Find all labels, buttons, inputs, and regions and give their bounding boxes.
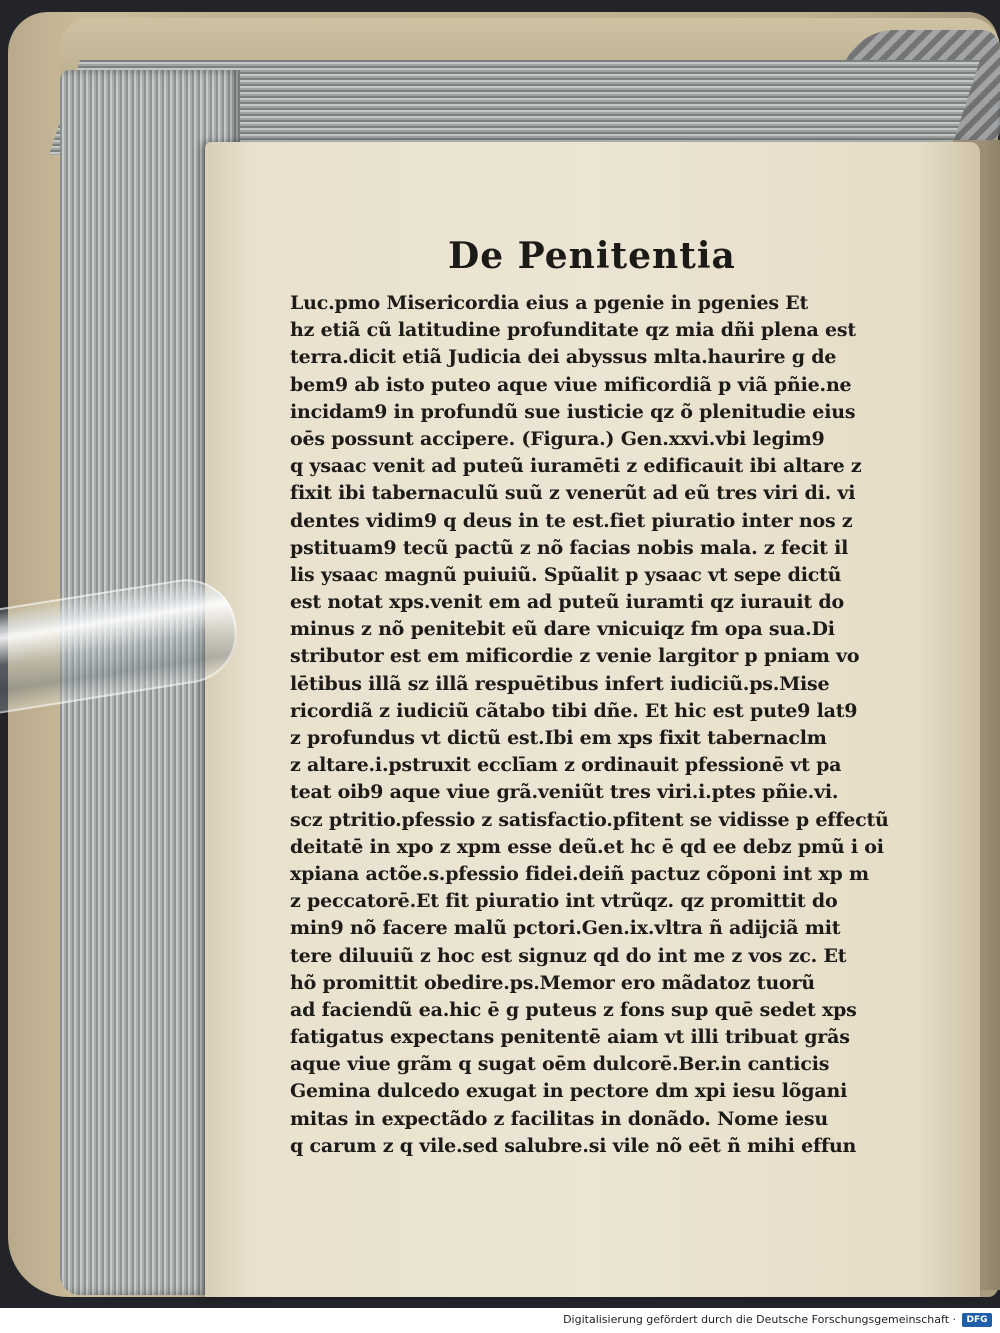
text-line: terra.dicit etiã Judicia dei abyssus mlta.haurire g de bbox=[290, 346, 837, 369]
text-line: hõ promittit obedire.ps.Memor ero mãdatoz tuorũ bbox=[290, 971, 815, 994]
text-line: Gemina dulcedo exugat in pectore dm xpi iesu lõgani bbox=[290, 1080, 848, 1103]
text-line: z altare.i.pstruxit ecclīam z ordinauit pfessionē vt pa bbox=[290, 754, 842, 777]
footer-bar bbox=[0, 1308, 1000, 1333]
text-line: min9 nõ facere malũ pctori.Gen.ix.vltra ñ adijciã mit bbox=[290, 917, 841, 940]
text-line: dentes vidim9 q deus in te est.fiet piuratio inter nos z bbox=[290, 509, 853, 532]
text-line: ricordiã z iudiciũ cãtabo tibi dñe. Et hic est pute9 lat9 bbox=[290, 699, 858, 722]
text-line: aque viue grãm q sugat oēm dulcorē.Ber.in canticis bbox=[290, 1053, 830, 1076]
funding-credit: Digitalisierung gefördert durch die Deutsche Forschungsgemeinschaft · bbox=[563, 1313, 956, 1326]
text-line: z profundus vt dictũ est.Ibi em xps fixit tabernaclm bbox=[290, 727, 827, 749]
text-line: bem9 ab isto puteo aque viue mificordiã p viã pñie.ne bbox=[290, 373, 852, 396]
text-line: Luc.pmo Misericordia eius a pgenie in pgenies Et bbox=[290, 292, 809, 314]
text-block bbox=[290, 290, 910, 1160]
text-line: teat oib9 aque viue grã.veniũt tres viri.i.ptes pñie.vi. bbox=[290, 781, 839, 804]
text-line: tere diluuiũ z hoc est signuz qd do int me z vos zc. Et bbox=[290, 944, 847, 967]
text-line: mitas in expectãdo z facilitas in donãdo. Nome iesu bbox=[290, 1107, 828, 1130]
text-line: stributor est em mificordie z venie largitor p pniam vo bbox=[290, 645, 860, 668]
text-line: fixit ibi tabernaculũ suũ z venerũt ad eũ tres viri di. vi bbox=[290, 482, 856, 505]
running-title: De Penitentia bbox=[448, 235, 736, 277]
text-line: deitatē in xpo z xpm esse deũ.et hc ē qd ee debz pmũ i oi bbox=[290, 835, 884, 858]
text-line: ad faciendũ ea.hic ē g puteus z fons sup quē sedet xps bbox=[290, 998, 857, 1021]
text-line: scz ptritio.pfessio z satisfactio.pfitent se vidisse p effectũ bbox=[290, 808, 889, 831]
text-line: minus z nõ penitebit eũ dare vnicuiqz fm opa sua.Di bbox=[290, 618, 835, 641]
text-line: hz etiã cũ latitudine profunditate qz mia dñi plena est bbox=[290, 319, 856, 342]
text-line: oēs possunt accipere. (Figura.) Gen.xxvi.vbi legim9 bbox=[290, 427, 825, 450]
text-line: incidam9 in profundũ sue iusticie qz õ plenitudie eius bbox=[290, 400, 856, 423]
text-line: est notat xps.venit em ad puteũ iuramti qz iurauit do bbox=[290, 591, 844, 614]
text-line: xpiana actõe.s.pfessio fidei.deiñ pactuz cõponi int xp m bbox=[290, 862, 869, 885]
text-line: lis ysaac magnũ puiuiũ. Spũalit p ysaac vt sepe dictũ bbox=[290, 563, 842, 586]
dfg-logo: DFG bbox=[962, 1313, 992, 1327]
text-line: q ysaac venit ad puteũ iuramēti z edificauit ibi altare z bbox=[290, 455, 862, 478]
text-line: fatigatus expectans penitentē aiam vt illi tribuat grãs bbox=[290, 1026, 850, 1049]
text-line: lētibus illã sz illã respuētibus infert iudiciũ.ps.Mise bbox=[290, 672, 830, 695]
text-line: z peccatorē.Et fit piuratio int vtrũqz. qz promittit do bbox=[290, 890, 838, 913]
text-line: q carum z q vile.sed salubre.si vile nõ eēt ñ mihi effun bbox=[290, 1134, 857, 1157]
text-line: pstituam9 tecũ pactũ z nõ facias nobis mala. z fecit il bbox=[290, 536, 849, 559]
